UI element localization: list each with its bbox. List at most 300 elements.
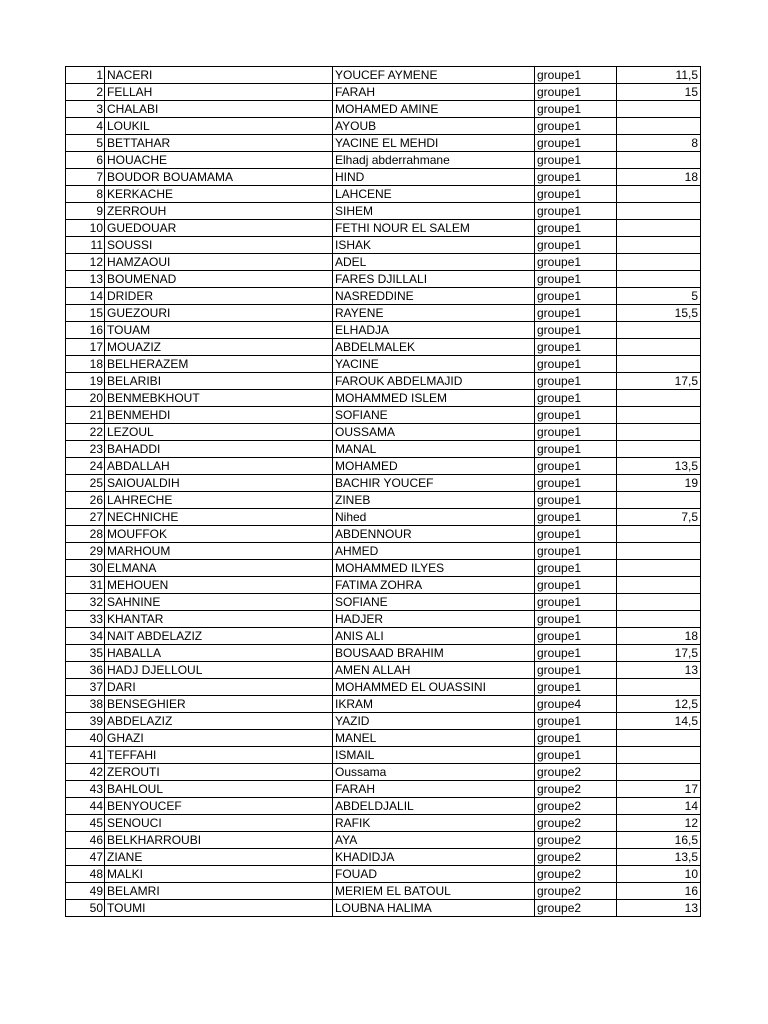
row-number-cell: 23 bbox=[66, 441, 105, 458]
last-name-cell: BENMEHDI bbox=[105, 407, 333, 424]
grade-cell bbox=[617, 203, 701, 220]
grade-cell: 11,5 bbox=[617, 67, 701, 84]
first-name-cell: YACINE bbox=[333, 356, 535, 373]
row-number-cell: 16 bbox=[66, 322, 105, 339]
first-name-cell: MOHAMMED ISLEM bbox=[333, 390, 535, 407]
first-name-cell: MOHAMED bbox=[333, 458, 535, 475]
grade-cell bbox=[617, 118, 701, 135]
table-row bbox=[66, 339, 701, 356]
group-cell: groupe1 bbox=[535, 186, 617, 203]
group-cell: groupe1 bbox=[535, 407, 617, 424]
first-name-cell: KHADIDJA bbox=[333, 849, 535, 866]
table-row bbox=[66, 118, 701, 135]
table-row bbox=[66, 135, 701, 152]
group-cell: groupe1 bbox=[535, 458, 617, 475]
row-number-cell: 27 bbox=[66, 509, 105, 526]
row-number-cell: 20 bbox=[66, 390, 105, 407]
last-name-cell: SAHNINE bbox=[105, 594, 333, 611]
group-cell: groupe1 bbox=[535, 526, 617, 543]
first-name-cell: FETHI NOUR EL SALEM bbox=[333, 220, 535, 237]
group-cell: groupe1 bbox=[535, 628, 617, 645]
first-name-cell: ABDELMALEK bbox=[333, 339, 535, 356]
row-number-cell: 46 bbox=[66, 832, 105, 849]
row-number-cell: 25 bbox=[66, 475, 105, 492]
last-name-cell: GHAZI bbox=[105, 730, 333, 747]
table-row bbox=[66, 356, 701, 373]
last-name-cell: LEZOUL bbox=[105, 424, 333, 441]
last-name-cell: HAMZAOUI bbox=[105, 254, 333, 271]
group-cell: groupe1 bbox=[535, 118, 617, 135]
row-number-cell: 15 bbox=[66, 305, 105, 322]
last-name-cell: TOUMI bbox=[105, 900, 333, 917]
table-row bbox=[66, 611, 701, 628]
table-row bbox=[66, 764, 701, 781]
last-name-cell: MEHOUEN bbox=[105, 577, 333, 594]
group-cell: groupe1 bbox=[535, 152, 617, 169]
group-cell: groupe1 bbox=[535, 356, 617, 373]
row-number-cell: 8 bbox=[66, 186, 105, 203]
table-row bbox=[66, 900, 701, 917]
last-name-cell: KHANTAR bbox=[105, 611, 333, 628]
group-cell: groupe1 bbox=[535, 288, 617, 305]
grade-cell: 17,5 bbox=[617, 373, 701, 390]
last-name-cell: GUEDOUAR bbox=[105, 220, 333, 237]
row-number-cell: 22 bbox=[66, 424, 105, 441]
grade-cell bbox=[617, 441, 701, 458]
table-row bbox=[66, 84, 701, 101]
table-row bbox=[66, 390, 701, 407]
grade-cell: 17 bbox=[617, 781, 701, 798]
table-row bbox=[66, 696, 701, 713]
grade-cell: 13,5 bbox=[617, 458, 701, 475]
grade-cell bbox=[617, 152, 701, 169]
first-name-cell: HIND bbox=[333, 169, 535, 186]
grade-cell bbox=[617, 237, 701, 254]
table-row bbox=[66, 713, 701, 730]
last-name-cell: NAIT ABDELAZIZ bbox=[105, 628, 333, 645]
grade-cell bbox=[617, 101, 701, 118]
grade-cell bbox=[617, 390, 701, 407]
grade-cell: 12,5 bbox=[617, 696, 701, 713]
first-name-cell: Nihed bbox=[333, 509, 535, 526]
grade-cell: 10 bbox=[617, 866, 701, 883]
first-name-cell: RAYENE bbox=[333, 305, 535, 322]
grade-cell: 7,5 bbox=[617, 509, 701, 526]
first-name-cell: Oussama bbox=[333, 764, 535, 781]
first-name-cell: SOFIANE bbox=[333, 594, 535, 611]
group-cell: groupe1 bbox=[535, 730, 617, 747]
grade-cell bbox=[617, 594, 701, 611]
group-cell: groupe1 bbox=[535, 645, 617, 662]
row-number-cell: 40 bbox=[66, 730, 105, 747]
row-number-cell: 48 bbox=[66, 866, 105, 883]
row-number-cell: 4 bbox=[66, 118, 105, 135]
first-name-cell: ADEL bbox=[333, 254, 535, 271]
last-name-cell: BOUMENAD bbox=[105, 271, 333, 288]
group-cell: groupe1 bbox=[535, 441, 617, 458]
table-row bbox=[66, 101, 701, 118]
group-cell: groupe1 bbox=[535, 322, 617, 339]
row-number-cell: 45 bbox=[66, 815, 105, 832]
group-cell: groupe1 bbox=[535, 747, 617, 764]
group-cell: groupe1 bbox=[535, 169, 617, 186]
last-name-cell: ABDALLAH bbox=[105, 458, 333, 475]
first-name-cell: ELHADJA bbox=[333, 322, 535, 339]
first-name-cell: MOHAMMED ILYES bbox=[333, 560, 535, 577]
last-name-cell: BELHERAZEM bbox=[105, 356, 333, 373]
row-number-cell: 39 bbox=[66, 713, 105, 730]
last-name-cell: MOUAZIZ bbox=[105, 339, 333, 356]
row-number-cell: 35 bbox=[66, 645, 105, 662]
table-row bbox=[66, 271, 701, 288]
grade-cell bbox=[617, 543, 701, 560]
grade-cell bbox=[617, 492, 701, 509]
table-row bbox=[66, 883, 701, 900]
row-number-cell: 24 bbox=[66, 458, 105, 475]
group-cell: groupe2 bbox=[535, 900, 617, 917]
first-name-cell: ABDELDJALIL bbox=[333, 798, 535, 815]
table-row bbox=[66, 594, 701, 611]
group-cell: groupe1 bbox=[535, 662, 617, 679]
group-cell: groupe2 bbox=[535, 849, 617, 866]
grade-cell bbox=[617, 747, 701, 764]
table-row bbox=[66, 509, 701, 526]
first-name-cell: Elhadj abderrahmane bbox=[333, 152, 535, 169]
row-number-cell: 21 bbox=[66, 407, 105, 424]
grade-cell bbox=[617, 254, 701, 271]
last-name-cell: ZEROUTI bbox=[105, 764, 333, 781]
row-number-cell: 2 bbox=[66, 84, 105, 101]
group-cell: groupe1 bbox=[535, 373, 617, 390]
group-cell: groupe1 bbox=[535, 560, 617, 577]
group-cell: groupe2 bbox=[535, 883, 617, 900]
first-name-cell: SIHEM bbox=[333, 203, 535, 220]
student-grade-table bbox=[65, 66, 701, 917]
first-name-cell: FARAH bbox=[333, 781, 535, 798]
first-name-cell: AHMED bbox=[333, 543, 535, 560]
table-row bbox=[66, 220, 701, 237]
row-number-cell: 19 bbox=[66, 373, 105, 390]
grade-cell bbox=[617, 186, 701, 203]
row-number-cell: 6 bbox=[66, 152, 105, 169]
last-name-cell: ZIANE bbox=[105, 849, 333, 866]
row-number-cell: 5 bbox=[66, 135, 105, 152]
group-cell: groupe1 bbox=[535, 305, 617, 322]
group-cell: groupe2 bbox=[535, 781, 617, 798]
row-number-cell: 44 bbox=[66, 798, 105, 815]
grade-cell: 18 bbox=[617, 169, 701, 186]
grade-cell: 5 bbox=[617, 288, 701, 305]
last-name-cell: NACERI bbox=[105, 67, 333, 84]
grade-cell bbox=[617, 424, 701, 441]
first-name-cell: ABDENNOUR bbox=[333, 526, 535, 543]
table-row bbox=[66, 322, 701, 339]
row-number-cell: 49 bbox=[66, 883, 105, 900]
group-cell: groupe1 bbox=[535, 135, 617, 152]
table-row bbox=[66, 628, 701, 645]
row-number-cell: 42 bbox=[66, 764, 105, 781]
row-number-cell: 34 bbox=[66, 628, 105, 645]
group-cell: groupe1 bbox=[535, 67, 617, 84]
grade-cell bbox=[617, 271, 701, 288]
last-name-cell: LOUKIL bbox=[105, 118, 333, 135]
first-name-cell: FOUAD bbox=[333, 866, 535, 883]
grade-cell: 13 bbox=[617, 662, 701, 679]
row-number-cell: 7 bbox=[66, 169, 105, 186]
row-number-cell: 30 bbox=[66, 560, 105, 577]
table-row bbox=[66, 849, 701, 866]
group-cell: groupe1 bbox=[535, 101, 617, 118]
group-cell: groupe2 bbox=[535, 866, 617, 883]
grade-cell bbox=[617, 577, 701, 594]
grade-cell: 14,5 bbox=[617, 713, 701, 730]
first-name-cell: LAHCENE bbox=[333, 186, 535, 203]
last-name-cell: GUEZOURI bbox=[105, 305, 333, 322]
last-name-cell: SENOUCI bbox=[105, 815, 333, 832]
group-cell: groupe4 bbox=[535, 696, 617, 713]
first-name-cell: AMEN ALLAH bbox=[333, 662, 535, 679]
table-row bbox=[66, 798, 701, 815]
group-cell: groupe2 bbox=[535, 798, 617, 815]
table-row bbox=[66, 441, 701, 458]
last-name-cell: BETTAHAR bbox=[105, 135, 333, 152]
last-name-cell: HOUACHE bbox=[105, 152, 333, 169]
last-name-cell: FELLAH bbox=[105, 84, 333, 101]
last-name-cell: TEFFAHI bbox=[105, 747, 333, 764]
last-name-cell: ZERROUH bbox=[105, 203, 333, 220]
row-number-cell: 37 bbox=[66, 679, 105, 696]
first-name-cell: HADJER bbox=[333, 611, 535, 628]
row-number-cell: 47 bbox=[66, 849, 105, 866]
row-number-cell: 13 bbox=[66, 271, 105, 288]
first-name-cell: ISMAIL bbox=[333, 747, 535, 764]
group-cell: groupe1 bbox=[535, 84, 617, 101]
first-name-cell: MOHAMMED EL OUASSINI bbox=[333, 679, 535, 696]
row-number-cell: 17 bbox=[66, 339, 105, 356]
group-cell: groupe1 bbox=[535, 475, 617, 492]
first-name-cell: FARES DJILLALI bbox=[333, 271, 535, 288]
group-cell: groupe1 bbox=[535, 339, 617, 356]
group-cell: groupe1 bbox=[535, 390, 617, 407]
table-row bbox=[66, 492, 701, 509]
grade-cell bbox=[617, 407, 701, 424]
row-number-cell: 50 bbox=[66, 900, 105, 917]
row-number-cell: 43 bbox=[66, 781, 105, 798]
grade-cell bbox=[617, 560, 701, 577]
last-name-cell: KERKACHE bbox=[105, 186, 333, 203]
group-cell: groupe1 bbox=[535, 713, 617, 730]
grade-cell bbox=[617, 764, 701, 781]
grade-cell bbox=[617, 611, 701, 628]
row-number-cell: 1 bbox=[66, 67, 105, 84]
first-name-cell: BACHIR YOUCEF bbox=[333, 475, 535, 492]
table-row bbox=[66, 169, 701, 186]
group-cell: groupe1 bbox=[535, 254, 617, 271]
table-row bbox=[66, 866, 701, 883]
last-name-cell: SOUSSI bbox=[105, 237, 333, 254]
group-cell: groupe1 bbox=[535, 679, 617, 696]
table-row bbox=[66, 747, 701, 764]
last-name-cell: NECHNICHE bbox=[105, 509, 333, 526]
row-number-cell: 18 bbox=[66, 356, 105, 373]
last-name-cell: DRIDER bbox=[105, 288, 333, 305]
row-number-cell: 32 bbox=[66, 594, 105, 611]
first-name-cell: MANAL bbox=[333, 441, 535, 458]
last-name-cell: BENYOUCEF bbox=[105, 798, 333, 815]
first-name-cell: ISHAK bbox=[333, 237, 535, 254]
row-number-cell: 26 bbox=[66, 492, 105, 509]
first-name-cell: ZINEB bbox=[333, 492, 535, 509]
grade-cell: 16,5 bbox=[617, 832, 701, 849]
row-number-cell: 3 bbox=[66, 101, 105, 118]
first-name-cell: BOUSAAD BRAHIM bbox=[333, 645, 535, 662]
row-number-cell: 14 bbox=[66, 288, 105, 305]
last-name-cell: HADJ DJELLOUL bbox=[105, 662, 333, 679]
last-name-cell: BAHLOUL bbox=[105, 781, 333, 798]
first-name-cell: YACINE EL MEHDI bbox=[333, 135, 535, 152]
table-row bbox=[66, 458, 701, 475]
last-name-cell: BENSEGHIER bbox=[105, 696, 333, 713]
table-row bbox=[66, 781, 701, 798]
table-row bbox=[66, 543, 701, 560]
row-number-cell: 36 bbox=[66, 662, 105, 679]
last-name-cell: BELKHARROUBI bbox=[105, 832, 333, 849]
row-number-cell: 9 bbox=[66, 203, 105, 220]
table-row bbox=[66, 645, 701, 662]
first-name-cell: NASREDDINE bbox=[333, 288, 535, 305]
group-cell: groupe1 bbox=[535, 509, 617, 526]
group-cell: groupe1 bbox=[535, 594, 617, 611]
table-row bbox=[66, 407, 701, 424]
group-cell: groupe1 bbox=[535, 220, 617, 237]
last-name-cell: ABDELAZIZ bbox=[105, 713, 333, 730]
first-name-cell: OUSSAMA bbox=[333, 424, 535, 441]
grade-cell: 13,5 bbox=[617, 849, 701, 866]
grade-cell: 8 bbox=[617, 135, 701, 152]
first-name-cell: SOFIANE bbox=[333, 407, 535, 424]
last-name-cell: HABALLA bbox=[105, 645, 333, 662]
last-name-cell: BELARIBI bbox=[105, 373, 333, 390]
table-row bbox=[66, 577, 701, 594]
table-row bbox=[66, 152, 701, 169]
table-row bbox=[66, 237, 701, 254]
group-cell: groupe1 bbox=[535, 424, 617, 441]
grade-cell: 19 bbox=[617, 475, 701, 492]
grade-cell bbox=[617, 339, 701, 356]
grade-cell: 13 bbox=[617, 900, 701, 917]
grade-cell bbox=[617, 322, 701, 339]
last-name-cell: TOUAM bbox=[105, 322, 333, 339]
row-number-cell: 28 bbox=[66, 526, 105, 543]
group-cell: groupe1 bbox=[535, 611, 617, 628]
grade-cell: 12 bbox=[617, 815, 701, 832]
first-name-cell: AYA bbox=[333, 832, 535, 849]
row-number-cell: 10 bbox=[66, 220, 105, 237]
group-cell: groupe1 bbox=[535, 237, 617, 254]
table-row bbox=[66, 560, 701, 577]
table-row bbox=[66, 424, 701, 441]
table-row bbox=[66, 305, 701, 322]
table-row bbox=[66, 67, 701, 84]
first-name-cell: LOUBNA HALIMA bbox=[333, 900, 535, 917]
table-row bbox=[66, 373, 701, 390]
last-name-cell: SAIOUALDIH bbox=[105, 475, 333, 492]
grade-cell bbox=[617, 679, 701, 696]
grade-cell bbox=[617, 730, 701, 747]
table-row bbox=[66, 730, 701, 747]
table-row bbox=[66, 815, 701, 832]
group-cell: groupe1 bbox=[535, 492, 617, 509]
group-cell: groupe2 bbox=[535, 832, 617, 849]
grade-cell: 16 bbox=[617, 883, 701, 900]
group-cell: groupe2 bbox=[535, 815, 617, 832]
last-name-cell: BOUDOR BOUAMAMA bbox=[105, 169, 333, 186]
table-row bbox=[66, 203, 701, 220]
group-cell: groupe1 bbox=[535, 271, 617, 288]
first-name-cell: MERIEM EL BATOUL bbox=[333, 883, 535, 900]
group-cell: groupe1 bbox=[535, 203, 617, 220]
grade-cell bbox=[617, 220, 701, 237]
last-name-cell: BENMEBKHOUT bbox=[105, 390, 333, 407]
row-number-cell: 11 bbox=[66, 237, 105, 254]
group-cell: groupe1 bbox=[535, 543, 617, 560]
table-row bbox=[66, 662, 701, 679]
row-number-cell: 33 bbox=[66, 611, 105, 628]
first-name-cell: ANIS ALI bbox=[333, 628, 535, 645]
first-name-cell: MANEL bbox=[333, 730, 535, 747]
last-name-cell: DARI bbox=[105, 679, 333, 696]
row-number-cell: 41 bbox=[66, 747, 105, 764]
table-row bbox=[66, 526, 701, 543]
first-name-cell: FATIMA ZOHRA bbox=[333, 577, 535, 594]
table-row bbox=[66, 254, 701, 271]
last-name-cell: MALKI bbox=[105, 866, 333, 883]
row-number-cell: 29 bbox=[66, 543, 105, 560]
table-row bbox=[66, 679, 701, 696]
first-name-cell: FAROUK ABDELMAJID bbox=[333, 373, 535, 390]
grade-cell: 14 bbox=[617, 798, 701, 815]
grade-cell bbox=[617, 526, 701, 543]
last-name-cell: BAHADDI bbox=[105, 441, 333, 458]
last-name-cell: CHALABI bbox=[105, 101, 333, 118]
grade-cell: 15 bbox=[617, 84, 701, 101]
row-number-cell: 38 bbox=[66, 696, 105, 713]
first-name-cell: IKRAM bbox=[333, 696, 535, 713]
table-row bbox=[66, 288, 701, 305]
student-grade-table-body bbox=[66, 67, 701, 917]
last-name-cell: ELMANA bbox=[105, 560, 333, 577]
grade-cell bbox=[617, 356, 701, 373]
group-cell: groupe1 bbox=[535, 577, 617, 594]
table-row bbox=[66, 475, 701, 492]
first-name-cell: YOUCEF AYMENE bbox=[333, 67, 535, 84]
first-name-cell: MOHAMED AMINE bbox=[333, 101, 535, 118]
grade-cell: 17,5 bbox=[617, 645, 701, 662]
table-row bbox=[66, 832, 701, 849]
group-cell: groupe2 bbox=[535, 764, 617, 781]
row-number-cell: 12 bbox=[66, 254, 105, 271]
first-name-cell: FARAH bbox=[333, 84, 535, 101]
first-name-cell: RAFIK bbox=[333, 815, 535, 832]
grade-cell: 18 bbox=[617, 628, 701, 645]
last-name-cell: MOUFFOK bbox=[105, 526, 333, 543]
last-name-cell: LAHRECHE bbox=[105, 492, 333, 509]
last-name-cell: MARHOUM bbox=[105, 543, 333, 560]
grade-cell: 15,5 bbox=[617, 305, 701, 322]
first-name-cell: YAZID bbox=[333, 713, 535, 730]
table-row bbox=[66, 186, 701, 203]
last-name-cell: BELAMRI bbox=[105, 883, 333, 900]
